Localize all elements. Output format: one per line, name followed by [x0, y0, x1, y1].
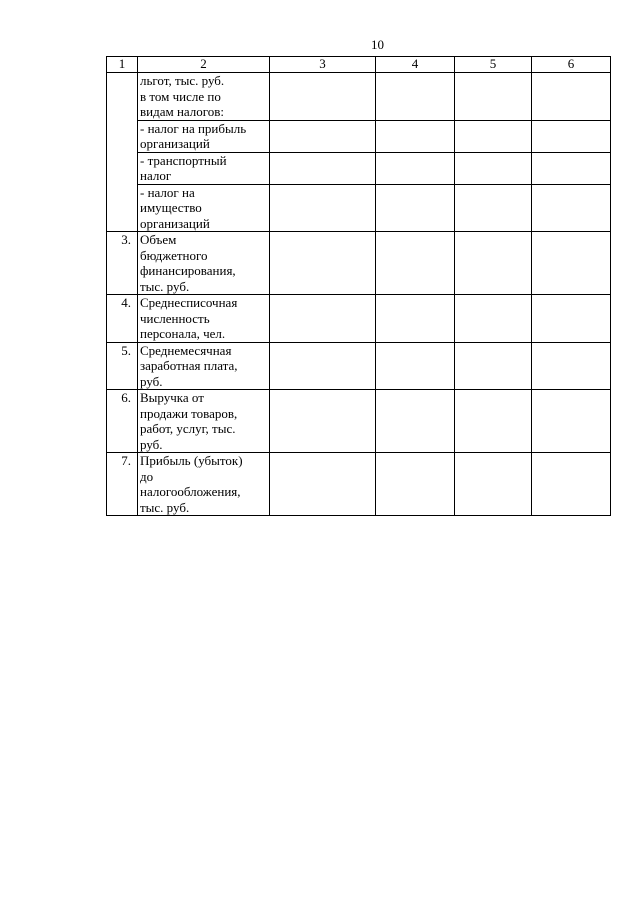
header-cell-5: 5	[455, 57, 532, 73]
header-cell-4: 4	[376, 57, 455, 73]
value-cell-4[interactable]	[376, 184, 455, 232]
value-cell-4[interactable]	[376, 120, 455, 152]
value-cell-3[interactable]	[270, 453, 376, 516]
value-cell-3[interactable]	[270, 152, 376, 184]
value-cell-3[interactable]	[270, 120, 376, 152]
value-cell-6[interactable]	[532, 232, 611, 295]
data-table	[106, 56, 611, 516]
value-cell-5[interactable]	[455, 73, 532, 121]
row-label: - транспортный налог	[138, 152, 270, 184]
header-cell-3: 3	[270, 57, 376, 73]
table-row	[107, 295, 611, 343]
table-row	[107, 73, 611, 121]
value-cell-4[interactable]	[376, 152, 455, 184]
table-row	[107, 453, 611, 516]
value-cell-5[interactable]	[455, 120, 532, 152]
row-number: 5.	[107, 342, 138, 390]
value-cell-5[interactable]	[455, 152, 532, 184]
table-row	[107, 184, 611, 232]
table-row	[107, 390, 611, 453]
value-cell-6[interactable]	[532, 390, 611, 453]
value-cell-5[interactable]	[455, 453, 532, 516]
row-number	[107, 152, 138, 184]
page-number: 10	[371, 37, 384, 52]
value-cell-6[interactable]	[532, 295, 611, 343]
table-header-row	[107, 57, 611, 73]
value-cell-6[interactable]	[532, 120, 611, 152]
value-cell-4[interactable]	[376, 73, 455, 121]
value-cell-3[interactable]	[270, 232, 376, 295]
row-label: - налог на имущество организаций	[138, 184, 270, 232]
row-label: Среднесписочная численность персонала, чел.	[138, 295, 270, 343]
value-cell-6[interactable]	[532, 453, 611, 516]
row-number: 6.	[107, 390, 138, 453]
value-cell-4[interactable]	[376, 390, 455, 453]
value-cell-3[interactable]	[270, 184, 376, 232]
row-label: льгот, тыс. руб. в том числе по видам налогов:	[138, 73, 270, 121]
row-label: Объем бюджетного финансирования, тыс. руб.	[138, 232, 270, 295]
row-number	[107, 120, 138, 152]
value-cell-6[interactable]	[532, 184, 611, 232]
value-cell-5[interactable]	[455, 390, 532, 453]
header-cell-2: 2	[138, 57, 270, 73]
value-cell-5[interactable]	[455, 232, 532, 295]
row-number: 3.	[107, 232, 138, 295]
value-cell-5[interactable]	[455, 184, 532, 232]
header-cell-6: 6	[532, 57, 611, 73]
row-number: 7.	[107, 453, 138, 516]
value-cell-6[interactable]	[532, 342, 611, 390]
value-cell-6[interactable]	[532, 73, 611, 121]
value-cell-4[interactable]	[376, 295, 455, 343]
table-row	[107, 152, 611, 184]
row-number: 4.	[107, 295, 138, 343]
value-cell-3[interactable]	[270, 73, 376, 121]
value-cell-3[interactable]	[270, 342, 376, 390]
row-label: Прибыль (убыток) до налогообложения, тыс. руб.	[138, 453, 270, 516]
value-cell-4[interactable]	[376, 342, 455, 390]
table-row	[107, 342, 611, 390]
row-number	[107, 73, 138, 121]
row-label: Среднемесячная заработная плата, руб.	[138, 342, 270, 390]
value-cell-3[interactable]	[270, 295, 376, 343]
value-cell-4[interactable]	[376, 232, 455, 295]
value-cell-6[interactable]	[532, 152, 611, 184]
row-number	[107, 184, 138, 232]
row-label: Выручка от продажи товаров, работ, услуг, тыс. руб.	[138, 390, 270, 453]
row-label: - налог на прибыль организаций	[138, 120, 270, 152]
table-row	[107, 120, 611, 152]
value-cell-4[interactable]	[376, 453, 455, 516]
value-cell-5[interactable]	[455, 342, 532, 390]
table-row	[107, 232, 611, 295]
value-cell-5[interactable]	[455, 295, 532, 343]
value-cell-3[interactable]	[270, 390, 376, 453]
header-cell-1: 1	[107, 57, 138, 73]
